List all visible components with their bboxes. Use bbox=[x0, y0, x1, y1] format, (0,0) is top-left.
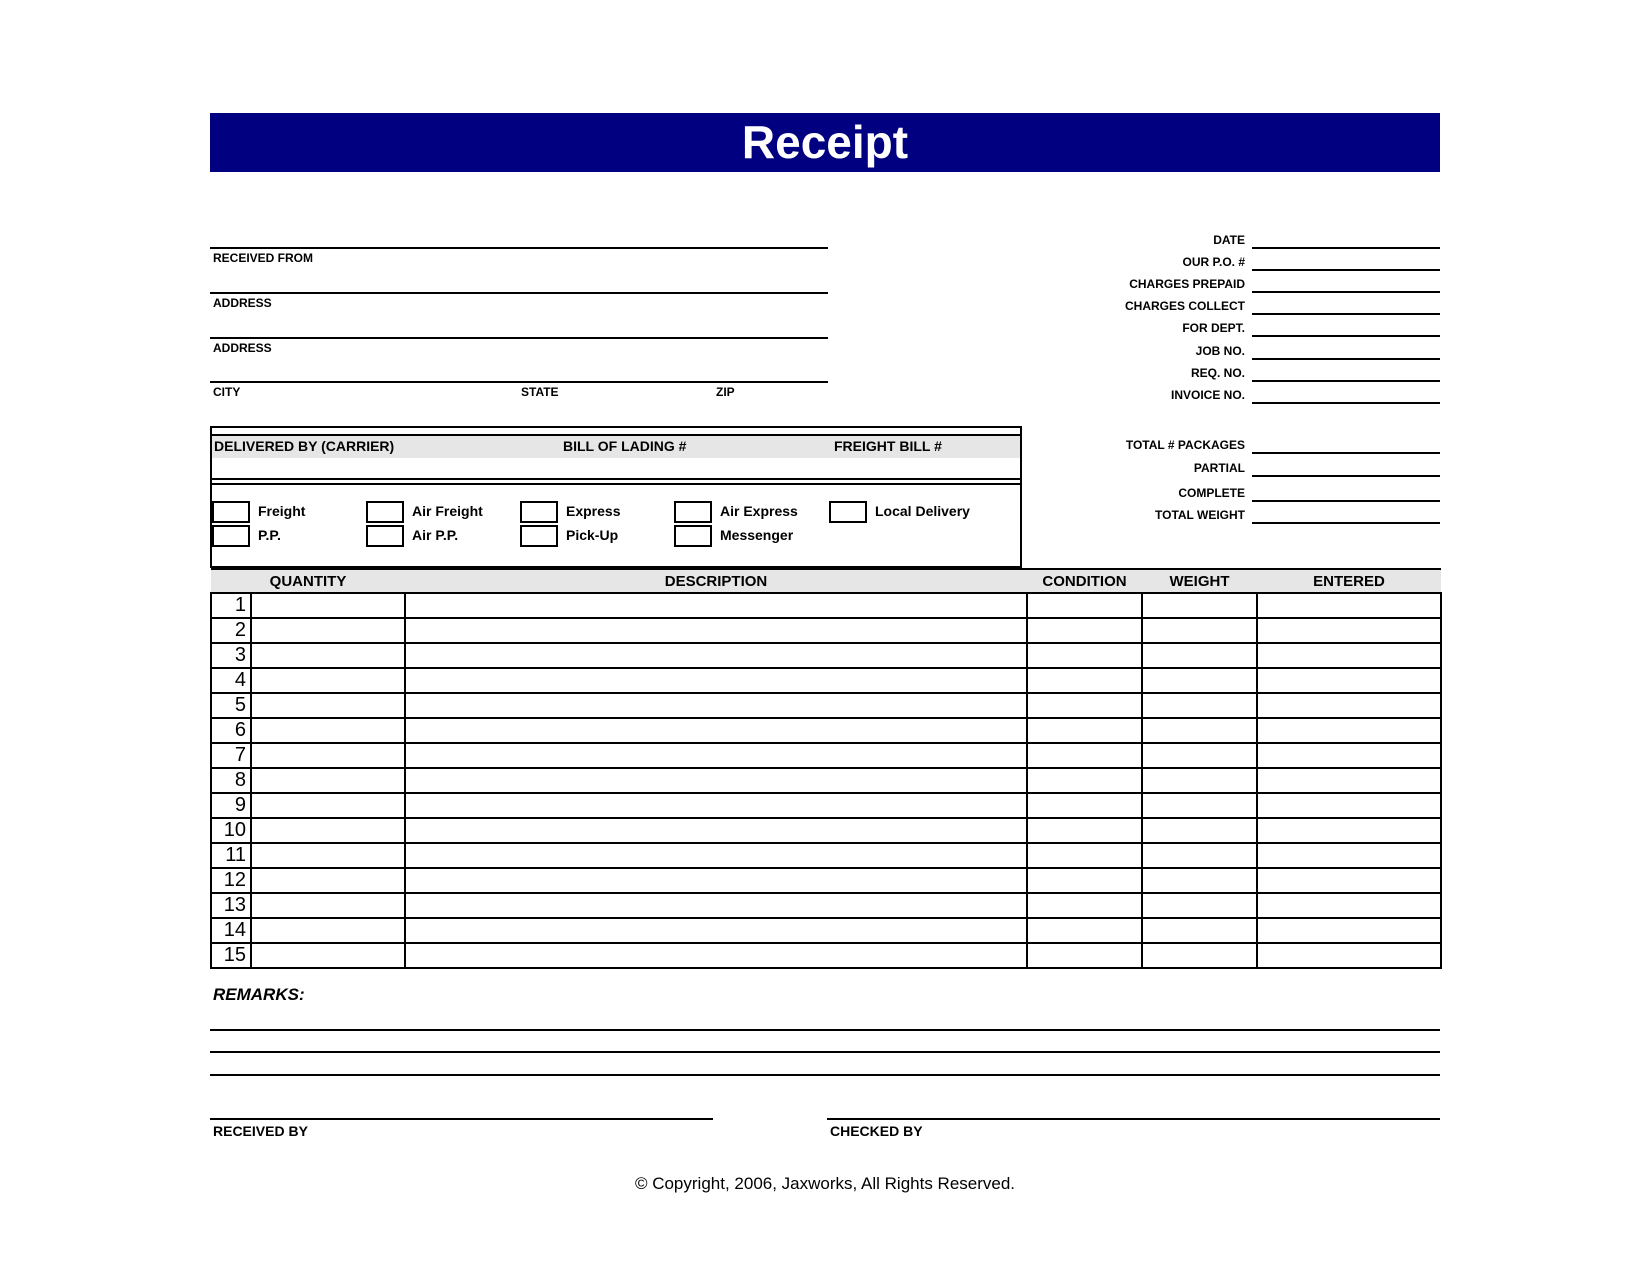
row-number: 12 bbox=[211, 868, 251, 893]
package-field-line[interactable] bbox=[1252, 452, 1440, 454]
address1-label: ADDRESS bbox=[213, 296, 272, 310]
table-row bbox=[211, 893, 1441, 918]
weight-cell[interactable] bbox=[1142, 918, 1257, 943]
entered-cell[interactable] bbox=[1257, 893, 1441, 918]
bill-of-lading-label: BILL OF LADING # bbox=[563, 438, 687, 454]
quantity-cell[interactable] bbox=[251, 718, 405, 743]
package-field-line[interactable] bbox=[1252, 500, 1440, 502]
row-number: 6 bbox=[211, 718, 251, 743]
messenger-label: Messenger bbox=[720, 527, 794, 543]
table-row bbox=[211, 843, 1441, 868]
row-number: 4 bbox=[211, 668, 251, 693]
row-number: 11 bbox=[211, 843, 251, 868]
condition-cell[interactable] bbox=[1027, 618, 1142, 643]
entered-cell[interactable] bbox=[1257, 593, 1441, 618]
entered-cell[interactable] bbox=[1257, 868, 1441, 893]
package-field-line[interactable] bbox=[1252, 522, 1440, 524]
entered-cell[interactable] bbox=[1257, 768, 1441, 793]
address2-label: ADDRESS bbox=[213, 341, 272, 355]
description-header: DESCRIPTION bbox=[405, 569, 1027, 593]
condition-header: CONDITION bbox=[1027, 569, 1142, 593]
quantity-cell[interactable] bbox=[251, 743, 405, 768]
description-cell[interactable] bbox=[405, 768, 1027, 793]
right-field-label: CHARGES PREPAID bbox=[1129, 277, 1245, 291]
table-row bbox=[211, 943, 1441, 968]
pick-up-label: Pick-Up bbox=[566, 527, 619, 543]
right-field-label: CHARGES COLLECT bbox=[1125, 299, 1245, 313]
weight-cell[interactable] bbox=[1142, 718, 1257, 743]
condition-cell[interactable] bbox=[1027, 693, 1142, 718]
air-freight-checkbox[interactable] bbox=[366, 501, 404, 523]
description-cell[interactable] bbox=[405, 793, 1027, 818]
description-cell[interactable] bbox=[405, 818, 1027, 843]
row-number: 15 bbox=[211, 943, 251, 968]
right-field-label: INVOICE NO. bbox=[1170, 388, 1245, 402]
weight-cell[interactable] bbox=[1142, 693, 1257, 718]
entered-cell[interactable] bbox=[1257, 718, 1441, 743]
table-row bbox=[211, 718, 1441, 743]
quantity-cell[interactable] bbox=[251, 618, 405, 643]
quantity-cell[interactable] bbox=[251, 818, 405, 843]
pp-label: P.P. bbox=[258, 527, 281, 543]
messenger-checkbox[interactable] bbox=[674, 525, 712, 547]
address2-line[interactable] bbox=[210, 337, 828, 339]
express-label: Express bbox=[566, 503, 621, 519]
entered-cell[interactable] bbox=[1257, 793, 1441, 818]
description-cell[interactable] bbox=[405, 618, 1027, 643]
entered-cell[interactable] bbox=[1257, 668, 1441, 693]
entered-cell[interactable] bbox=[1257, 843, 1441, 868]
remarks-line-3[interactable] bbox=[210, 1074, 1440, 1076]
right-field-line[interactable] bbox=[1252, 335, 1440, 337]
right-field-label: JOB NO. bbox=[1195, 344, 1245, 358]
entered-cell[interactable] bbox=[1257, 643, 1441, 668]
package-field-line[interactable] bbox=[1252, 475, 1440, 477]
row-number: 10 bbox=[211, 818, 251, 843]
package-field-label: PARTIAL bbox=[1193, 461, 1245, 475]
express-checkbox[interactable] bbox=[520, 501, 558, 523]
description-cell[interactable] bbox=[405, 593, 1027, 618]
right-field-line[interactable] bbox=[1252, 247, 1440, 249]
air-express-label: Air Express bbox=[720, 503, 798, 519]
quantity-cell[interactable] bbox=[251, 693, 405, 718]
city-label: CITY bbox=[213, 385, 241, 399]
table-row bbox=[211, 618, 1441, 643]
table-row bbox=[211, 643, 1441, 668]
row-number: 2 bbox=[211, 618, 251, 643]
table-row bbox=[211, 918, 1441, 943]
quantity-cell[interactable] bbox=[251, 643, 405, 668]
quantity-cell[interactable] bbox=[251, 918, 405, 943]
weight-cell[interactable] bbox=[1142, 668, 1257, 693]
items-table bbox=[210, 568, 1442, 969]
entered-cell[interactable] bbox=[1257, 818, 1441, 843]
carrier-divider bbox=[212, 478, 1020, 480]
table-row bbox=[211, 768, 1441, 793]
weight-cell[interactable] bbox=[1142, 818, 1257, 843]
quantity-cell[interactable] bbox=[251, 868, 405, 893]
weight-cell[interactable] bbox=[1142, 843, 1257, 868]
right-field-line[interactable] bbox=[1252, 402, 1440, 404]
condition-cell[interactable] bbox=[1027, 868, 1142, 893]
entered-cell[interactable] bbox=[1257, 618, 1441, 643]
copyright-text: © Copyright, 2006, Jaxworks, All Rights Reserved. bbox=[634, 1174, 1016, 1193]
air-pp-label: Air P.P. bbox=[412, 527, 459, 543]
weight-cell[interactable] bbox=[1142, 743, 1257, 768]
row-number: 8 bbox=[211, 768, 251, 793]
row-number: 9 bbox=[211, 793, 251, 818]
weight-cell[interactable] bbox=[1142, 593, 1257, 618]
row-number: 5 bbox=[211, 693, 251, 718]
condition-cell[interactable] bbox=[1027, 918, 1142, 943]
freight-bill-label: FREIGHT BILL # bbox=[834, 438, 942, 454]
table-row bbox=[211, 593, 1441, 618]
table-row bbox=[211, 668, 1441, 693]
received-from-line[interactable] bbox=[210, 247, 828, 249]
row-number: 1 bbox=[211, 593, 251, 618]
table-row bbox=[211, 693, 1441, 718]
table-row bbox=[211, 793, 1441, 818]
right-field-label: FOR DEPT. bbox=[1182, 321, 1245, 335]
city-state-zip-line[interactable] bbox=[210, 381, 828, 383]
checked-by-label: CHECKED BY bbox=[830, 1123, 923, 1139]
quantity-cell[interactable] bbox=[251, 893, 405, 918]
quantity-cell[interactable] bbox=[251, 793, 405, 818]
right-field-line[interactable] bbox=[1252, 269, 1440, 271]
condition-cell[interactable] bbox=[1027, 843, 1142, 868]
remarks-label: REMARKS: bbox=[213, 985, 305, 1004]
condition-cell[interactable] bbox=[1027, 718, 1142, 743]
quantity-cell[interactable] bbox=[251, 668, 405, 693]
condition-cell[interactable] bbox=[1027, 818, 1142, 843]
quantity-cell[interactable] bbox=[251, 593, 405, 618]
local-delivery-label: Local Delivery bbox=[875, 503, 970, 519]
description-cell[interactable] bbox=[405, 918, 1027, 943]
weight-cell[interactable] bbox=[1142, 893, 1257, 918]
received-by-label: RECEIVED BY bbox=[213, 1123, 308, 1139]
entered-cell[interactable] bbox=[1257, 943, 1441, 968]
condition-cell[interactable] bbox=[1027, 743, 1142, 768]
weight-header: WEIGHT bbox=[1142, 569, 1257, 593]
items-body bbox=[211, 593, 1441, 968]
condition-cell[interactable] bbox=[1027, 668, 1142, 693]
description-cell[interactable] bbox=[405, 718, 1027, 743]
weight-cell[interactable] bbox=[1142, 943, 1257, 968]
weight-cell[interactable] bbox=[1142, 618, 1257, 643]
table-row bbox=[211, 868, 1441, 893]
zip-label: ZIP bbox=[716, 385, 735, 399]
description-cell[interactable] bbox=[405, 743, 1027, 768]
table-row bbox=[211, 818, 1441, 843]
description-cell[interactable] bbox=[405, 868, 1027, 893]
quantity-cell[interactable] bbox=[251, 768, 405, 793]
condition-cell[interactable] bbox=[1027, 768, 1142, 793]
right-field-line[interactable] bbox=[1252, 313, 1440, 315]
weight-cell[interactable] bbox=[1142, 793, 1257, 818]
remarks-line-2[interactable] bbox=[210, 1051, 1440, 1053]
received-by-line[interactable] bbox=[210, 1118, 713, 1120]
description-cell[interactable] bbox=[405, 843, 1027, 868]
received-from-label: RECEIVED FROM bbox=[213, 251, 314, 265]
state-label: STATE bbox=[521, 385, 559, 399]
right-field-label: REQ. NO. bbox=[1190, 366, 1245, 380]
carrier-box bbox=[210, 426, 1022, 568]
quantity-header: QUANTITY bbox=[211, 569, 405, 593]
condition-cell[interactable] bbox=[1027, 893, 1142, 918]
package-field-label: COMPLETE bbox=[1178, 486, 1245, 500]
description-cell[interactable] bbox=[405, 943, 1027, 968]
delivered-by-label: DELIVERED BY (CARRIER) bbox=[214, 438, 395, 454]
remarks-line-1[interactable] bbox=[210, 1029, 1440, 1031]
row-number: 14 bbox=[211, 918, 251, 943]
table-header-row bbox=[211, 569, 1441, 593]
row-number: 13 bbox=[211, 893, 251, 918]
condition-cell[interactable] bbox=[1027, 943, 1142, 968]
condition-cell[interactable] bbox=[1027, 793, 1142, 818]
entered-cell[interactable] bbox=[1257, 743, 1441, 768]
right-field-label: OUR P.O. # bbox=[1182, 255, 1245, 269]
condition-cell[interactable] bbox=[1027, 593, 1142, 618]
weight-cell[interactable] bbox=[1142, 643, 1257, 668]
air-express-checkbox[interactable] bbox=[674, 501, 712, 523]
air-freight-label: Air Freight bbox=[412, 503, 483, 519]
description-cell[interactable] bbox=[405, 668, 1027, 693]
weight-cell[interactable] bbox=[1142, 868, 1257, 893]
quantity-cell[interactable] bbox=[251, 843, 405, 868]
weight-cell[interactable] bbox=[1142, 768, 1257, 793]
entered-cell[interactable] bbox=[1257, 918, 1441, 943]
checked-by-line[interactable] bbox=[827, 1118, 1440, 1120]
table-row bbox=[211, 743, 1441, 768]
pick-up-checkbox[interactable] bbox=[520, 525, 558, 547]
address1-line[interactable] bbox=[210, 292, 828, 294]
right-field-label: DATE bbox=[1213, 233, 1245, 247]
right-field-line[interactable] bbox=[1252, 291, 1440, 293]
carrier-header bbox=[212, 434, 1020, 458]
air-pp-checkbox[interactable] bbox=[366, 525, 404, 547]
local-delivery-checkbox[interactable] bbox=[829, 501, 867, 523]
right-field-line[interactable] bbox=[1252, 358, 1440, 360]
row-number: 3 bbox=[211, 643, 251, 668]
row-number: 7 bbox=[211, 743, 251, 768]
entered-cell[interactable] bbox=[1257, 693, 1441, 718]
description-cell[interactable] bbox=[405, 643, 1027, 668]
freight-checkbox[interactable] bbox=[212, 501, 250, 523]
carrier-divider-2 bbox=[212, 483, 1020, 485]
description-cell[interactable] bbox=[405, 893, 1027, 918]
condition-cell[interactable] bbox=[1027, 643, 1142, 668]
package-field-label: TOTAL # PACKAGES bbox=[1125, 438, 1245, 452]
freight-label: Freight bbox=[258, 503, 306, 519]
description-cell[interactable] bbox=[405, 693, 1027, 718]
quantity-cell[interactable] bbox=[251, 943, 405, 968]
right-field-line[interactable] bbox=[1252, 380, 1440, 382]
package-field-label: TOTAL WEIGHT bbox=[1155, 508, 1245, 522]
receipt-title-banner: Receipt bbox=[210, 113, 1440, 172]
entered-header: ENTERED bbox=[1257, 569, 1441, 593]
pp-checkbox[interactable] bbox=[212, 525, 250, 547]
